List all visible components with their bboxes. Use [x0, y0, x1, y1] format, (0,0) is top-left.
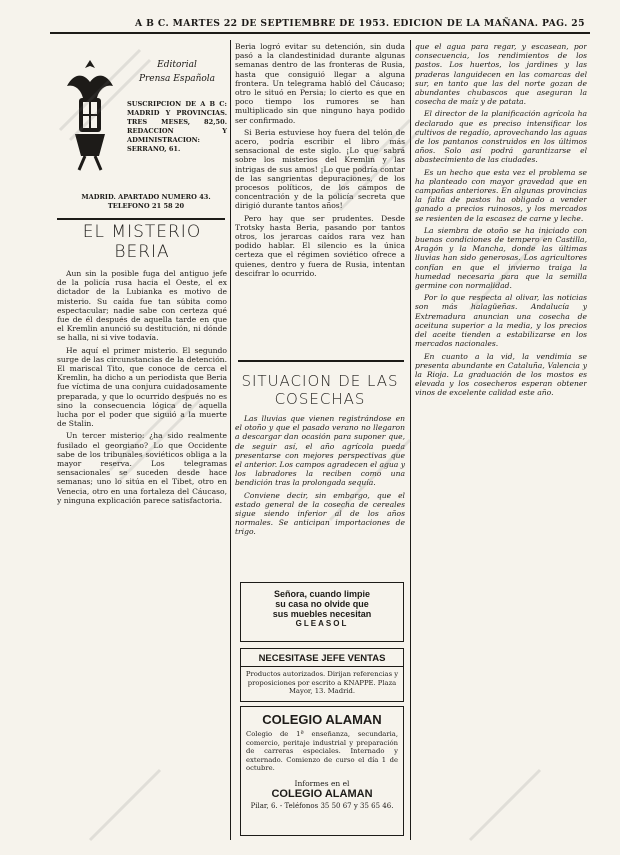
ad-text: Colegio de 1ª enseñanza, secundaria, comercio, peritaje industrial y preparación de carreras especiales. Internado y externado. Comienzo de curso el día 1 de octubre. [246, 730, 398, 772]
article-middle [235, 42, 405, 354]
ad-gleasol [240, 582, 404, 642]
ad-jefe-ventas [240, 648, 404, 702]
column-rule [410, 40, 411, 840]
ad-line: sus muebles necesitan [272, 609, 372, 619]
article-title: COSECHAS [274, 390, 366, 408]
coat-of-arms-icon [59, 56, 121, 176]
section-rule [238, 360, 404, 362]
ad-name: COLEGIO ALAMAN [271, 787, 373, 800]
paragraph: Las lluvias que vienen registrándose en el otoño y que el pasado verano no llegaron a descargar dan ocasión para suponer que, de seguir así, el año agrícola pueda presentarse con mejores perspectivas que el anterior. Los campos agradecen el agua y los labradores la reciben como una bendición tras la prolongada sequía. [235, 414, 405, 488]
cover-title-1: Editorial [157, 60, 197, 70]
paragraph: He aquí el primer misterio. El segundo surge de las circunstancias de la detención. El mariscal Tito, que conoce de cerca el Kremlin, ha dicho a un periodista que Beria fue víctima de una conjura cuidadosamente preparada, y que lo ocurrido después no es sino la consecuencia lógica de aquella lucha por el poder que siguió a la muerte de Stalin. [57, 345, 227, 429]
header-rule [50, 32, 590, 34]
column-rule [230, 40, 231, 840]
paragraph: Es un hecho que esta vez el problema se ha planteado con mayor gravedad que en campañas anteriores. En algunas provincias la falta de pastos ha obligado a vender ganado a precios ruinosos, y los mercados se resienten de la escasez de carne y leche. [415, 167, 587, 223]
cover-body: SUSCRIPCION DE A B C: MADRID Y PROVINCIAS. TRES MESES, 82,50. REDACCION Y ADMINISTRACION: SERRANO, 61. [127, 100, 227, 153]
paragraph: Un tercer misterio: ¿ha sido realmente fusilado el georgiano? Lo que Occidente sabe de los tribunales soviéticos obliga a la mayor reserva. Los telegramas sensacionales se suceden desde hace semanas; uno lo sitúa en el Tibet, otro en Venecia, otro en una fortaleza del Cáucaso, y ninguna explicación parece satisfactoria. [57, 431, 227, 505]
cover-box [57, 48, 225, 216]
cover-bottom-rule [57, 218, 225, 220]
paragraph: Conviene decir, sin embargo, que el estado general de la cosecha de cereales sigue siendo inferior al de los años normales. Se anticipan importaciones de trigo. [235, 490, 405, 537]
paragraph: Por lo que respecta al olivar, las noticias son más halagüeñas. Andalucía y Extremadura anuncian una cosecha de aceituna superior a la media, y los precios del aceite tienden a estabilizarse en los mercados nacionales. [415, 293, 587, 349]
paragraph: Aun sin la posible fuga del antiguo jefe de la policía rusa hacia el Oeste, el ex dictador de la Lubianka es motivo de misterio. Su caída fue tan súbita como espectacular; nadie sabe con certeza qué fue de él después de aquella tarde en que el Kremlin anunció su destitución, ni dónde se halla, ni si vive todavía. [57, 269, 227, 343]
ad-brand: GLEASOL [295, 619, 349, 628]
ad-text: Productos autorizados. Dirijan referencias y proposiciones por escrito a KNAPPE. Plaza Mayor, 13. Madrid. [245, 670, 399, 695]
article-title: EL MISTERIO BERIA [82, 222, 202, 262]
article-beria [57, 222, 227, 837]
paragraph: En cuanto a la vid, la vendimia se presenta abundante en Cataluña, Valencia y la Rioja. La graduación de los mostos es elevada y los cosecheros esperan obtener vinos de excelente calidad este año. [415, 351, 587, 398]
ad-title: NECESITASE JEFE VENTAS [241, 653, 403, 667]
ad-info: Informes en el [294, 778, 350, 788]
article-title: SITUACION DE LAS [241, 372, 399, 390]
ad-title: COLEGIO ALAMAN [262, 712, 382, 727]
paragraph: Si Beria estuviese hoy fuera del telón de acero, podría escribir el libro más sensacional de este siglo. ¡Lo que sabrá sobre los misterios del Kremlin y las intrigas de sus amos! ¡Lo que podría contar de las sangrientas depuraciones, de los procesos políticos, de los campos de concentración y de la policía secreta que dirigió durante tantos años! [235, 127, 405, 211]
ad-line: su casa no olvide que [275, 599, 369, 609]
paragraph: Beria logró evitar su detención, sin duda pasó a la clandestinidad durante algunas semanas dentro de las fronteras de Rusia, hasta que consiguió llegar a alguna frontera. Un telegrama habló del Cáucaso; otro le situó en Persia; lo cierto es que en poco tiempo los rumores se han multiplicado sin que ninguno haya podido ser confirmado. [235, 42, 405, 125]
paragraph: La siembra de otoño se ha iniciado con buenas condiciones de tempero en Castilla, Aragón y la Mancha, donde las últimas lluvias han sido generosas. Los agricultores confían en que el invierno traiga la humedad necesaria para que la semilla germine con normalidad. [415, 225, 587, 291]
cover-bottom: MADRID. APARTADO NUMERO 43. TELEFONO 21 58 20 [81, 193, 211, 210]
ad-address: Pilar, 6. - Teléfonos 35 50 67 y 35 65 46. [250, 801, 394, 810]
ad-colegio [240, 706, 404, 836]
ad-line: Señora, cuando limpie [273, 589, 371, 599]
paragraph: que el agua para regar, y escasean, por consecuencia, los rendimientos de los pastos. Los huertos, los jardines y las praderas languidecen en las comarcas del sur, en tanto que las del norte gozan de abundantes chubascos que aseguran la cosecha de maíz y de patata. [415, 42, 587, 107]
cover-title-2: Prensa Española [138, 74, 216, 84]
page-header: A B C. MARTES 22 DE SEPTIEMBRE DE 1953. EDICION DE LA MAÑANA. PAG. 25 [135, 18, 585, 29]
article-cosechas [235, 372, 405, 572]
article-right [415, 42, 587, 837]
paragraph: El director de la planificación agrícola ha declarado que es preciso intensificar los cultivos de regadío, aprovechando las aguas de los pantanos construidos en los últimos años. Solo así podrá garantizarse el abastecimiento de las ciudades. [415, 109, 587, 165]
paragraph: Pero hay que ser prudentes. Desde Trotsky hasta Beria, pasando por tantos otros, los jerarcas caídos rara vez han podido hablar. El silencio es la única certeza que el régimen soviético ofrece a quienes, dentro y fuera de Rusia, intentan descifrar lo ocurrido. [235, 213, 405, 278]
